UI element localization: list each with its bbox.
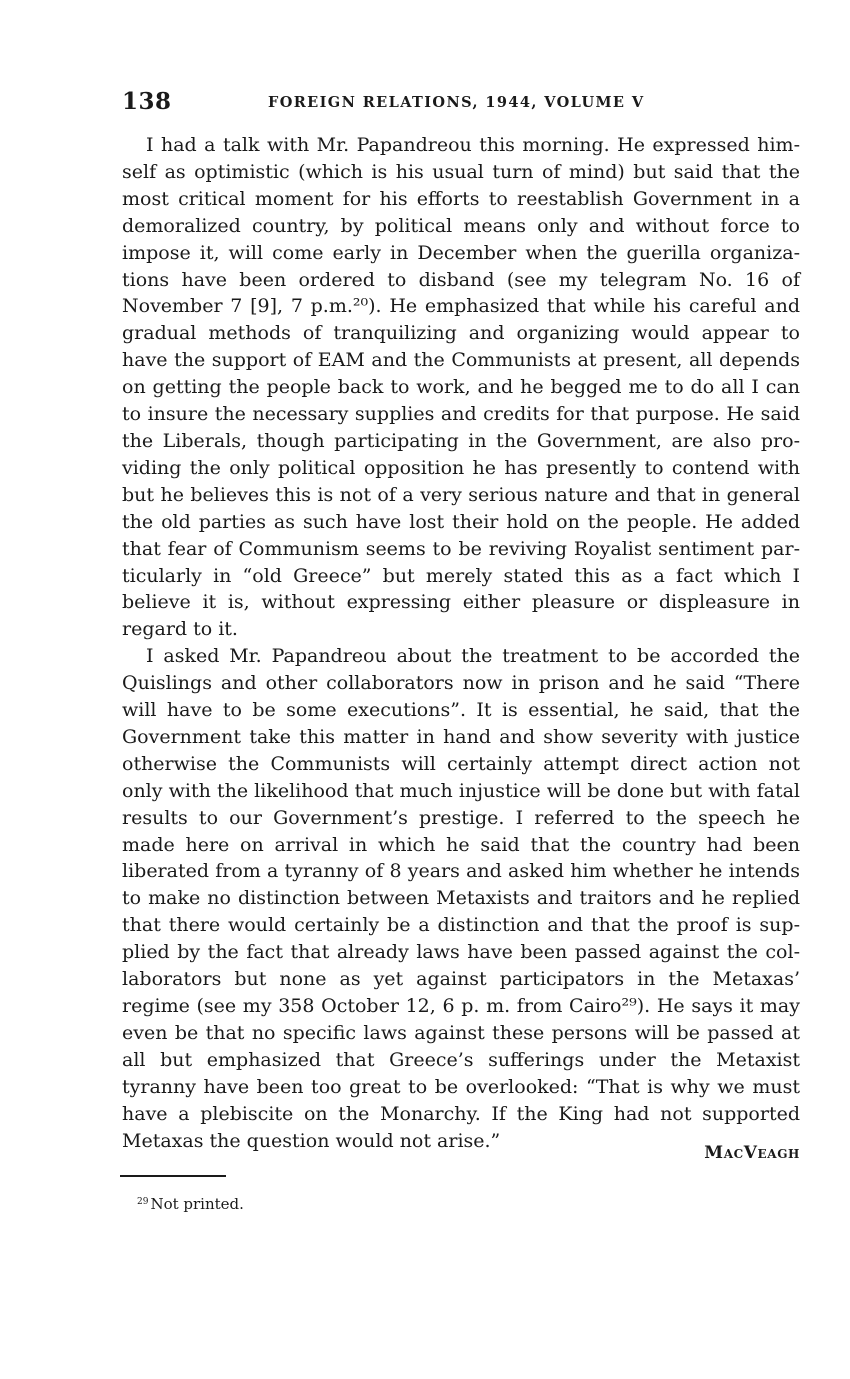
running-head: FOREIGN RELATIONS, 1944, VOLUME V: [268, 94, 645, 111]
page-number: 138: [122, 88, 172, 115]
footnote-text: Not printed.: [150, 1195, 244, 1213]
body-text: [122, 132, 800, 1154]
paragraph-2: I asked Mr. Papandreou about the treatment to be accorded the Quislings and other collaborators now in prison and he said “There will have to be some executions”. It is essential, he said, that the Government take this matter in hand and show severity with justice otherwise the Communists will certainly attempt direct action not only with the likelihood that much injustice will be done but with fatal results to our Government’s prestige. I referred to the speech he made here on arrival in which he said that the country had been liberated from a tyranny of 8 years and asked him whether he intends to make no distinction between Metaxists and traitors and he replied that there would certainly be a distinction and that the proof is supplied by the fact that already laws have been passed against the collaborators but none as yet against participators in the Metaxas’ regime (see my 358 October 12, 6 p. m. from Cairo²⁹). He says it may even be that no specific laws against these persons will be passed at all but emphasized that Greece’s sufferings under the Metaxist tyranny have been too great to be overlooked: “That is why we must have a plebiscite on the Monarchy. If the King had not supported Metaxas the question would not arise.”: [122, 645, 800, 1152]
footnote: [137, 1195, 244, 1213]
paragraph-1: I had a talk with Mr. Papandreou this morning. He expressed himself as optimistic (which is his usual turn of mind) but said that the most critical moment for his efforts to reestablish Government in a demoralized country, by political means only and without force to impose it, will come early in December when the guerilla organizations have been ordered to disband (see my telegram No. 16 of November 7 [9], 7 p.m.²⁰). He emphasized that while his careful and gradual methods of tranquilizing and organizing would appear to have the support of EAM and the Communists at present, all depends on getting the people back to work, and he begged me to do all I can to insure the necessary supplies and credits for that purpose. He said the Liberals, though participating in the Government, are also providing the only political opposition he has presently to contend with but he believes this is not of a very serious nature and that in general the old parties as such have lost their hold on the people. He added that fear of Communism seems to be reviving Royalist sentiment particularly in “old Greece” but merely stated this as a fact which I believe it is, without expressing either pleasure or displeasure in regard to it.: [122, 134, 800, 641]
page-header: [122, 88, 802, 118]
footnote-rule: [120, 1175, 226, 1177]
signature: MacVeagh: [704, 1143, 800, 1163]
footnote-marker: 29: [137, 1197, 149, 1207]
